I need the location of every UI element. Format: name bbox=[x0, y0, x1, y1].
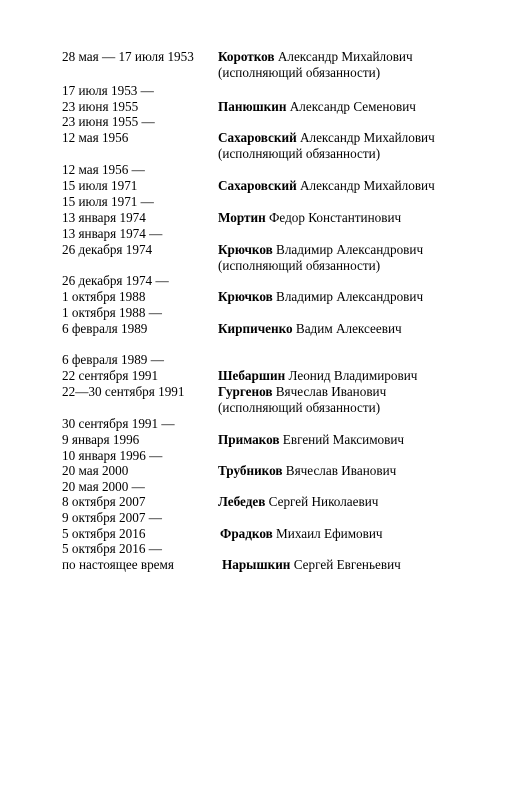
director-name bbox=[218, 131, 435, 144]
director-name bbox=[218, 50, 413, 63]
tenure-date: 13 января 1974 — bbox=[62, 226, 163, 241]
acting-note: (исполняющий обязанности) bbox=[218, 258, 381, 273]
director-surname: Фрадков bbox=[220, 526, 273, 541]
director-name bbox=[218, 211, 401, 224]
director-surname: Гургенов bbox=[218, 384, 273, 399]
director-surname: Панюшкин bbox=[218, 99, 287, 114]
tenure-date: 9 октября 2007 — bbox=[62, 510, 162, 525]
tenure-date: 1 октября 1988 bbox=[62, 289, 146, 304]
director-surname: Трубников bbox=[218, 463, 283, 478]
director-surname: Кирпиченко bbox=[218, 321, 293, 336]
tenure-date: 28 мая — 17 июля 1953 bbox=[62, 49, 194, 64]
director-surname: Примаков bbox=[218, 432, 280, 447]
director-name bbox=[218, 433, 404, 446]
tenure-date: 15 июля 1971 bbox=[62, 178, 138, 193]
tenure-date: 22—30 сентября 1991 bbox=[62, 384, 185, 399]
tenure-date: 15 июля 1971 — bbox=[62, 194, 154, 209]
tenure-date: 8 октября 2007 bbox=[62, 494, 146, 509]
director-name bbox=[218, 100, 416, 113]
director-name bbox=[218, 385, 386, 398]
director-name bbox=[218, 322, 402, 335]
acting-note: (исполняющий обязанности) bbox=[218, 146, 381, 161]
acting-note: (исполняющий обязанности) bbox=[218, 65, 381, 80]
director-given-names: Федор Константинович bbox=[269, 210, 402, 225]
tenure-date: 10 января 1996 — bbox=[62, 448, 163, 463]
director-name bbox=[218, 369, 417, 382]
tenure-date: 23 июня 1955 — bbox=[62, 114, 155, 129]
director-surname: Сахаровский bbox=[218, 130, 297, 145]
tenure-date: 12 мая 1956 — bbox=[62, 162, 145, 177]
director-given-names: Александр Михайлович bbox=[299, 178, 435, 193]
director-surname: Сахаровский bbox=[218, 178, 297, 193]
director-name bbox=[218, 464, 396, 477]
director-surname: Крючков bbox=[218, 289, 273, 304]
director-name bbox=[218, 495, 378, 508]
tenure-date: по настоящее время bbox=[62, 557, 174, 572]
director-surname: Нарышкин bbox=[222, 557, 291, 572]
director-given-names: Леонид Владимирович bbox=[288, 368, 418, 383]
director-given-names: Александр Михайлович bbox=[277, 49, 413, 64]
tenure-date: 5 октября 2016 — bbox=[62, 541, 162, 556]
director-given-names: Сергей Николаевич bbox=[268, 494, 379, 509]
director-given-names: Вячеслав Иванович bbox=[285, 463, 397, 478]
director-given-names: Вячеслав Иванович bbox=[275, 384, 387, 399]
tenure-date: 1 октября 1988 — bbox=[62, 305, 162, 320]
tenure-date: 23 июня 1955 bbox=[62, 99, 139, 114]
tenure-date: 20 мая 2000 bbox=[62, 463, 129, 478]
director-given-names: Владимир Александрович bbox=[276, 242, 424, 257]
tenure-date: 22 сентября 1991 bbox=[62, 368, 159, 383]
tenure-date: 6 февраля 1989 bbox=[62, 321, 148, 336]
tenure-date: 26 декабря 1974 — bbox=[62, 273, 169, 288]
director-given-names: Сергей Евгеньевич bbox=[293, 557, 401, 572]
director-name bbox=[220, 527, 383, 540]
tenure-date: 20 мая 2000 — bbox=[62, 479, 145, 494]
director-given-names: Александр Михайлович bbox=[299, 130, 435, 145]
tenure-date: 12 мая 1956 bbox=[62, 130, 129, 145]
director-given-names: Вадим Алексеевич bbox=[295, 321, 402, 336]
director-surname: Крючков bbox=[218, 242, 273, 257]
director-surname: Мортин bbox=[218, 210, 266, 225]
acting-note: (исполняющий обязанности) bbox=[218, 400, 381, 415]
director-given-names: Владимир Александрович bbox=[276, 289, 424, 304]
tenure-date: 30 сентября 1991 — bbox=[62, 416, 175, 431]
director-name bbox=[222, 558, 401, 571]
tenure-date: 5 октября 2016 bbox=[62, 526, 146, 541]
director-name bbox=[218, 179, 435, 192]
director-name bbox=[218, 290, 423, 303]
director-surname: Лебедев bbox=[218, 494, 266, 509]
director-name bbox=[218, 243, 423, 256]
director-surname: Коротков bbox=[218, 49, 275, 64]
director-surname: Шебаршин bbox=[218, 368, 286, 383]
tenure-date: 26 декабря 1974 bbox=[62, 242, 153, 257]
director-given-names: Михаил Ефимович bbox=[276, 526, 383, 541]
tenure-date: 9 января 1996 bbox=[62, 432, 140, 447]
tenure-date: 6 февраля 1989 — bbox=[62, 352, 164, 367]
tenure-date: 17 июля 1953 — bbox=[62, 83, 154, 98]
tenure-date: 13 января 1974 bbox=[62, 210, 146, 225]
director-given-names: Александр Семенович bbox=[289, 99, 416, 114]
director-given-names: Евгений Максимович bbox=[282, 432, 405, 447]
